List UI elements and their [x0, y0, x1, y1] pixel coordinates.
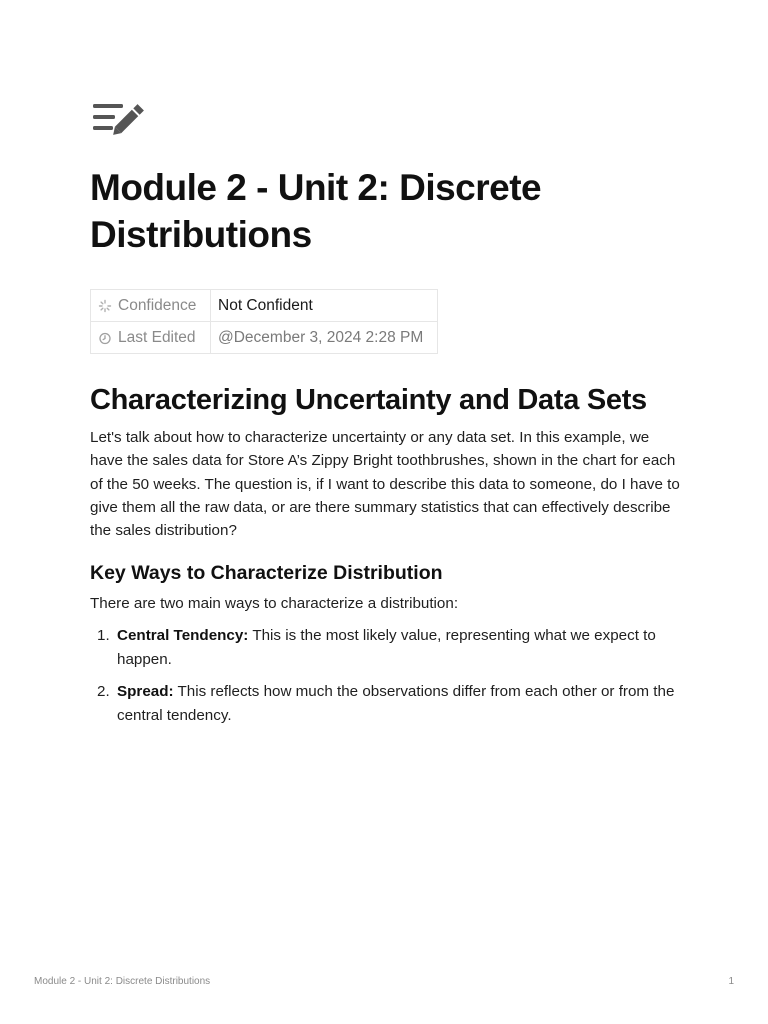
list-item-text: This is the most likely value, representing what we expect to happen. — [117, 627, 656, 668]
document-edit-icon — [90, 100, 148, 142]
list-item-number: 1. — [97, 627, 110, 644]
list-item-term: Spread: — [117, 683, 174, 700]
distribution-list — [90, 624, 682, 728]
properties-table — [90, 289, 438, 354]
property-row-last-edited — [91, 322, 438, 354]
property-value-last-edited: @December 3, 2024 2:28 PM — [211, 322, 438, 354]
property-row-confidence — [91, 290, 438, 322]
property-value-confidence[interactable]: Not Confident — [211, 290, 438, 322]
list-item-number: 2. — [97, 683, 110, 700]
property-name-cell — [91, 322, 211, 354]
property-name-cell — [91, 290, 211, 322]
list-item — [90, 680, 682, 728]
list-item — [90, 624, 682, 672]
property-name: Last Edited — [118, 328, 196, 346]
subsection-intro: There are two main ways to characterize a distribution: — [90, 595, 459, 612]
clock-icon — [98, 331, 112, 345]
list-item-text: This reflects how much the observations differ from each other or from the central tendency. — [117, 683, 675, 724]
footer-title: Module 2 - Unit 2: Discrete Distributions — [34, 976, 211, 987]
page-title: Module 2 - Unit 2: Discrete Distributions — [90, 167, 542, 255]
loading-spinner-icon — [98, 299, 112, 313]
subsection-heading: Key Ways to Characterize Distribution — [90, 562, 443, 584]
section-heading: Characterizing Uncertainty and Data Sets — [90, 384, 647, 416]
footer-page-number: 1 — [728, 976, 734, 987]
list-item-term: Central Tendency: — [117, 627, 249, 644]
property-name: Confidence — [118, 296, 197, 314]
section-paragraph: Let's talk about how to characterize uncertainty or any data set. In this example, we have the sales data for Store A’s Zippy Bright toothbrushes, shown in the chart for each of the 50 weeks. The question is, if I want to describe this data to someone, do I have to give them all the raw data, or are there summary statistics that can effectively describe the sales distribution? — [90, 429, 680, 540]
